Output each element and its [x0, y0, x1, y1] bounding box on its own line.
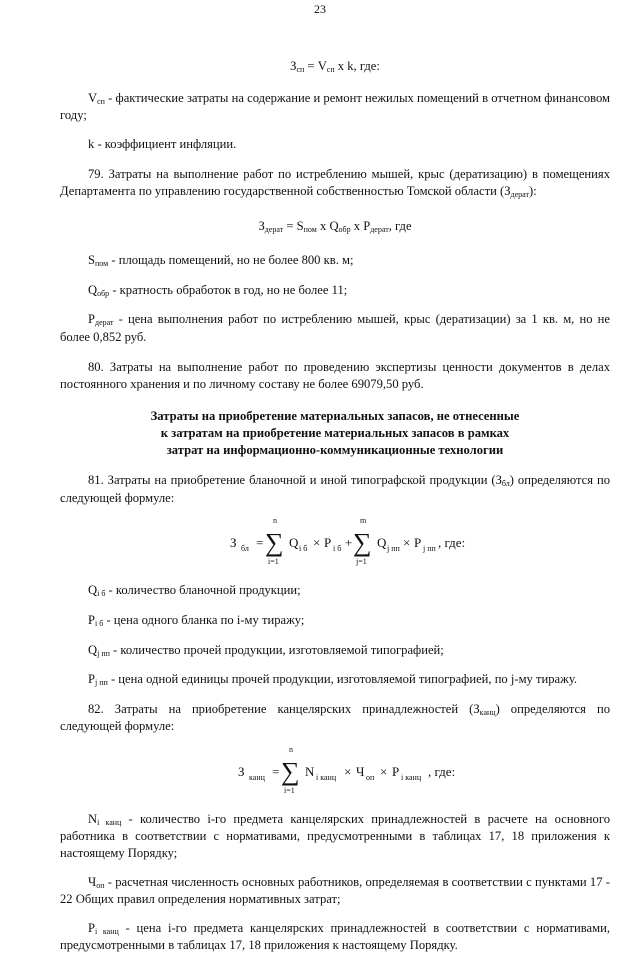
paragraph-80: 80. Затраты на выполнение работ по проведению экспертизы ценности документов в делах постоянного хранения и по личному составу не более 69079,50 руб.: [60, 360, 610, 391]
formula-blank-products: [60, 514, 610, 572]
definition-pkanc: $P_{i канц}$ - цена i-го предмета канцелярских принадлежностей в соответствии с нормативами, предусмотренными в таблицах 17, 18 приложения к настоящему Порядку.: [60, 920, 611, 953]
formula-stationery: [60, 743, 610, 801]
f-bl-z-sub: бл: [241, 544, 249, 554]
document-body: [60, 58, 610, 954]
f-bl-p2-sub: j пп: [423, 544, 436, 554]
f-bl-p2: P: [414, 535, 422, 551]
definition-k: k - коэффициент инфляции.: [88, 136, 237, 151]
f-bl-sigma1: ∑: [265, 528, 284, 558]
f-kanc-times2: ×: [380, 763, 388, 779]
definition-nkanc: $N_{i канц}$ - количество i-го предмета канцелярских принадлежностей в расчете на основного работника в соответствии с нормативами, предусмотренными в таблицах 17, 18 приложения к настоящему Порядку;: [60, 811, 610, 860]
f-kanc-p: P: [392, 763, 400, 779]
f-bl-n: n: [273, 516, 277, 526]
heading-line-2: к затратам на приобретение материальных запасов в рамках: [160, 426, 510, 441]
definition-pjpp: $P_{j пп}$ - цена одной единицы прочей продукции, изготовляемой типографией, по j-му тиражу.: [88, 672, 578, 688]
f-bl-times1: ×: [313, 535, 321, 551]
f-kanc-z-sub: канц: [249, 772, 265, 782]
f-kanc-n: n: [289, 744, 293, 754]
formula-deratization: $З_{дерат} = S_{пом}$ x $Q_{обр}$ x $P_{дерат}$, где: [258, 219, 412, 235]
page-number: 23: [314, 2, 326, 16]
definition-qib: $Q_{i б}$ - количество бланочной продукции;: [88, 583, 301, 599]
f-kanc-n-sym: N: [305, 763, 315, 779]
f-kanc-ch: Ч: [356, 763, 365, 779]
f-kanc-eq: =: [272, 763, 280, 779]
f-kanc-end: , где:: [428, 763, 456, 779]
f-kanc-times1: ×: [344, 763, 352, 779]
definition-vsp: $V_{сп}$ - фактические затраты на содержание и ремонт нежилых помещений в отчетном финансовом году;: [60, 90, 610, 123]
f-kanc-p-sub: i канц: [401, 772, 422, 782]
f-bl-p1: P: [324, 535, 332, 551]
f-bl-p1-sub: i б: [333, 544, 342, 554]
definition-spom: $S_{пом}$ - площадь помещений, но не более 800 кв. м;: [88, 253, 354, 269]
f-bl-j1: j=1: [356, 557, 367, 567]
paragraph-79: 79. Затраты на выполнение работ по истреблению мышей, крыс (дератизацию) в помещениях Департамента по управлению государственной собственностью Томской области $(З_{дерат})$:: [60, 167, 610, 199]
f-kanc-z: З: [238, 763, 245, 779]
definition-qobr: $Q_{обр}$ - кратность обработок в год, но не более 11;: [88, 282, 348, 298]
f-bl-z: З: [230, 535, 237, 551]
f-kanc-sigma: ∑: [281, 756, 300, 786]
f-bl-sigma2: ∑: [353, 528, 372, 558]
f-bl-q1: Q: [289, 535, 299, 551]
f-bl-eq: =: [256, 535, 264, 551]
f-bl-q2: Q: [377, 535, 387, 551]
formula-maintenance-cost: $З_{сп} = V_{сп}$ x k, где:: [290, 59, 380, 74]
f-bl-m: m: [360, 516, 367, 526]
definition-qjpp: $Q_{j пп}$ - количество прочей продукции, изготовляемой типографией;: [88, 642, 444, 658]
definition-chop: $Ч_{оп}$ - расчетная численность основных работников, определяемая в соответствии с пунктами 17 - 22 Общих правил определения нормативных затрат;: [60, 874, 610, 907]
f-bl-end: , где:: [438, 535, 466, 551]
f-kanc-n-sub: i канц: [316, 772, 337, 782]
f-kanc-ch-sub: оп: [366, 772, 375, 782]
f-bl-i1: i=1: [268, 557, 279, 567]
section-heading: [60, 408, 610, 458]
heading-line-1: Затраты на приобретение материальных запасов, не отнесенные: [150, 409, 520, 424]
f-bl-q2-sub: j пп: [387, 544, 400, 554]
heading-line-3: затрат на информационно-коммуникационные технологии: [166, 442, 504, 457]
definition-pderat: $P_{дерат}$ - цена выполнения работ по истреблению мышей, крыс (дератизации) за 1 кв. м, но не более 0,852 руб.: [60, 312, 610, 344]
paragraph-81: 81. Затраты на приобретение бланочной и иной типографской продукции $(З_{бл})$ определяются по следующей формуле:: [60, 473, 610, 505]
f-bl-times2: ×: [403, 535, 411, 551]
paragraph-82: 82. Затраты на приобретение канцелярских принадлежностей $(З_{канц})$ определяются по следующей формуле:: [60, 701, 610, 734]
f-bl-plus: +: [345, 535, 353, 551]
definition-pib: $P_{i б}$ - цена одного бланка по i-му тиражу;: [88, 613, 305, 629]
f-kanc-i1: i=1: [284, 785, 295, 795]
f-bl-q1-sub: i б: [299, 544, 308, 554]
